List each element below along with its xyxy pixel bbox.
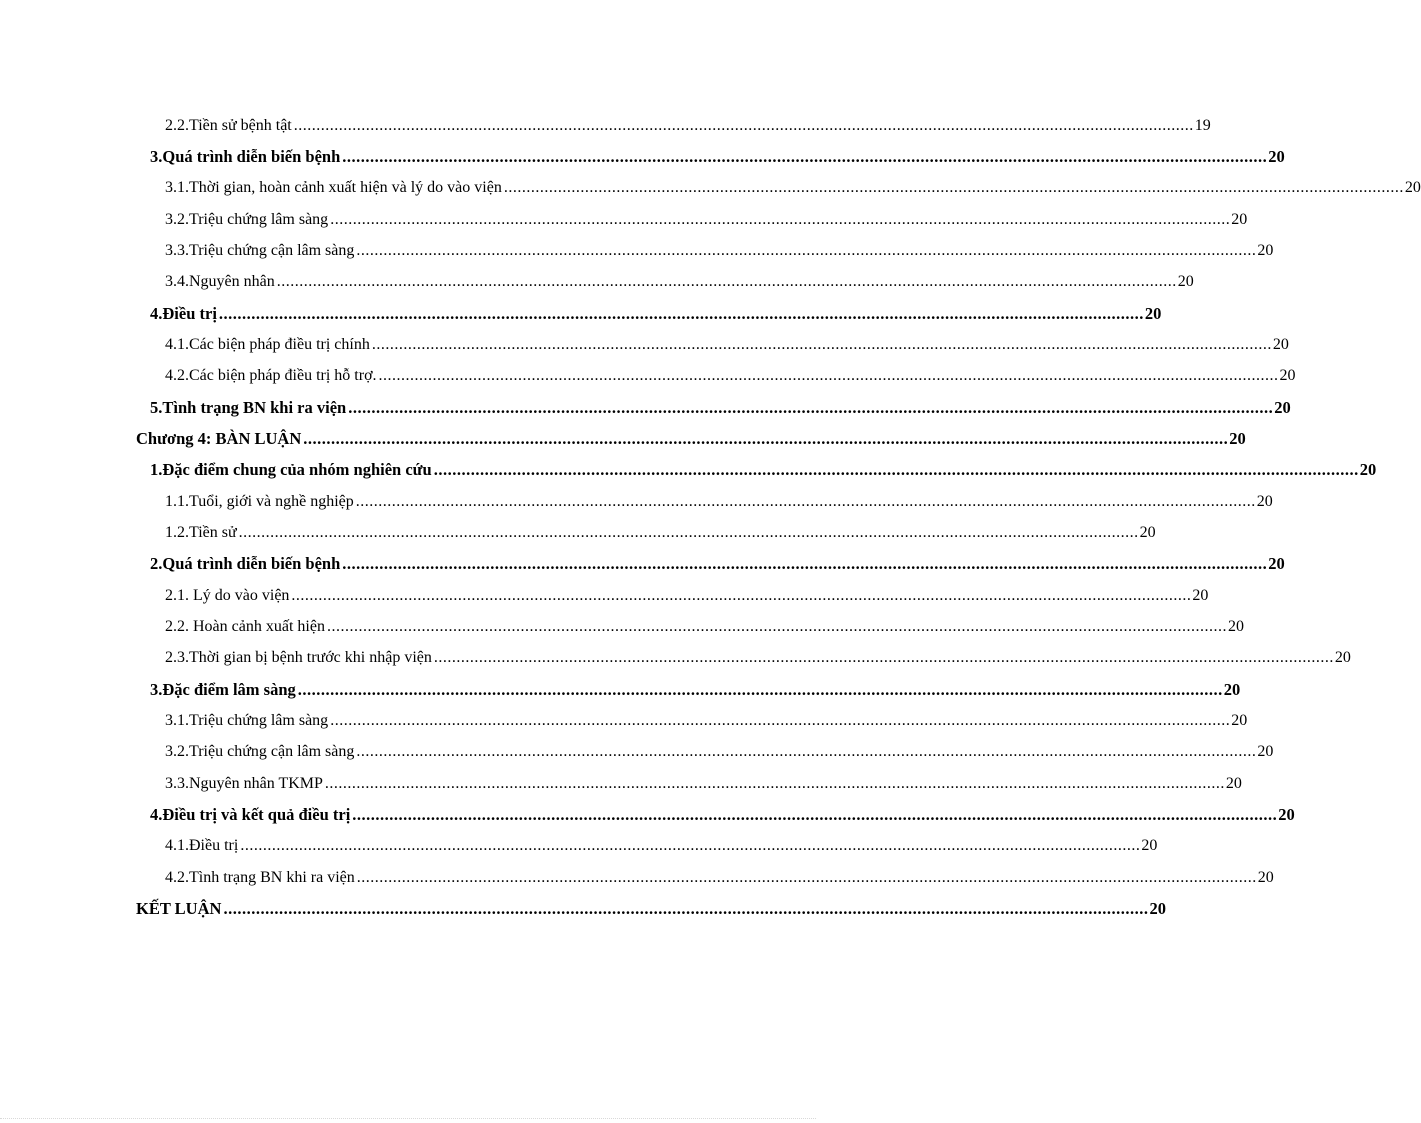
toc-entry-title: Thời gian, hoàn cảnh xuất hiện và lý do vào viện (189, 179, 502, 197)
toc-entry-title: Chương 4: BÀN LUẬN (136, 428, 302, 448)
toc-entry-page-number: 20 (1257, 868, 1274, 886)
toc-entry-number: 4. (150, 804, 163, 824)
toc-entry[interactable] (136, 893, 1166, 924)
toc-entry-page-number: 20 (1192, 586, 1209, 604)
toc-entry-number: 3. (150, 679, 163, 699)
toc-entry-title: Điều trị (162, 303, 217, 323)
toc-dot-leader: ........................................................................................................................................................................................................ (293, 116, 1194, 134)
toc-entry-number: 2.2. (165, 116, 189, 134)
toc-entry-title: Điều trị (189, 837, 239, 855)
toc-dot-leader: ........................................................................................................................................................................................................ (291, 586, 1192, 604)
toc-entry-page-number: 20 (1274, 397, 1291, 417)
toc-entry-title: Điều trị và kết quả điều trị (162, 804, 351, 824)
toc-dot-leader: ........................................................................................................................................................................................................ (223, 898, 1149, 918)
toc-entry-number: 4.2. (165, 868, 189, 886)
toc-entry[interactable] (150, 799, 1295, 830)
toc-dot-leader: ........................................................................................................................................................................................................ (240, 837, 1141, 855)
toc-entry-title: Triệu chứng cận lâm sàng (189, 241, 355, 259)
toc-entry-number: 1. (150, 460, 163, 480)
toc-entry[interactable] (165, 862, 1274, 893)
toc-entry-page-number: 19 (1194, 116, 1211, 134)
page-bottom-divider (0, 1118, 816, 1119)
toc-entry[interactable] (165, 204, 1248, 235)
toc-entry-title: Các biện pháp điều trị hỗ trợ. (189, 367, 377, 385)
toc-entry[interactable] (165, 361, 1296, 392)
toc-entry[interactable] (150, 141, 1285, 172)
toc-entry[interactable] (150, 674, 1241, 705)
toc-entry-number: 4.1. (165, 335, 189, 353)
toc-entry-number: 1.2. (165, 523, 189, 541)
toc-entry-number: 3.1. (165, 179, 189, 197)
toc-dot-leader: ........................................................................................................................................................................................................ (356, 241, 1257, 259)
toc-entry-title: Tuổi, giới và nghề nghiệp (189, 492, 354, 510)
toc-dot-leader: ........................................................................................................................................................................................................ (330, 210, 1231, 228)
toc-entry-page-number: 20 (1268, 554, 1285, 574)
toc-entry-number: 3.4. (165, 273, 189, 291)
toc-dot-leader: ........................................................................................................................................................................................................ (356, 868, 1257, 886)
toc-entry-number: 4. (150, 303, 163, 323)
toc-entry[interactable] (165, 705, 1248, 736)
toc-entry-title: Nguyên nhân TKMP (189, 774, 323, 792)
toc-entry-page-number: 20 (1257, 743, 1274, 761)
toc-entry-page-number: 20 (1231, 711, 1248, 729)
toc-entry-number: 5. (150, 397, 163, 417)
toc-entry-page-number: 20 (1272, 335, 1289, 353)
toc-entry-number: 3.3. (165, 241, 189, 259)
toc-entry[interactable] (165, 173, 1421, 204)
toc-entry-title: Thời gian bị bệnh trước khi nhập viện (189, 649, 432, 667)
toc-dot-leader: ........................................................................................................................................................................................................ (348, 397, 1274, 417)
toc-dot-leader: ........................................................................................................................................................................................................ (352, 804, 1278, 824)
toc-entry-title: Quá trình diễn biến bệnh (162, 146, 341, 166)
toc-entry[interactable] (165, 517, 1156, 548)
toc-dot-leader: ........................................................................................................................................................................................................ (238, 523, 1139, 541)
toc-entry-title: Tình trạng BN khi ra viện (162, 397, 347, 417)
toc-entry-page-number: 20 (1268, 146, 1285, 166)
toc-entry-title: KẾT LUẬN (136, 898, 222, 918)
toc-entry-number: 4.1. (165, 837, 189, 855)
toc-entry-number: 2.3. (165, 649, 189, 667)
toc-dot-leader: ........................................................................................................................................................................................................ (326, 617, 1227, 635)
toc-entry[interactable] (165, 737, 1274, 768)
toc-dot-leader: ........................................................................................................................................................................................................ (433, 649, 1334, 667)
toc-entry-number: 1.1. (165, 492, 189, 510)
toc-dot-leader: ........................................................................................................................................................................................................ (324, 774, 1225, 792)
toc-dot-leader: ........................................................................................................................................................................................................ (330, 711, 1231, 729)
toc-entry[interactable] (165, 643, 1351, 674)
toc-entry[interactable] (165, 486, 1273, 517)
toc-dot-leader: ........................................................................................................................................................................................................ (433, 460, 1359, 480)
toc-entry[interactable] (150, 298, 1162, 329)
toc-dot-leader: ........................................................................................................................................................................................................ (297, 679, 1223, 699)
toc-dot-leader: ........................................................................................................................................................................................................ (503, 179, 1404, 197)
toc-entry-page-number: 20 (1141, 837, 1158, 855)
toc-entry-title: Tiền sử bệnh tật (189, 116, 292, 134)
toc-entry-title: Triệu chứng lâm sàng (189, 711, 329, 729)
toc-entry-page-number: 20 (1278, 804, 1295, 824)
toc-entry-page-number: 20 (1229, 428, 1246, 448)
toc-entry-title: Các biện pháp điều trị chính (189, 335, 370, 353)
toc-entry-page-number: 20 (1144, 303, 1162, 323)
toc-entry-title: Đặc điểm chung của nhóm nghiên cứu (162, 460, 432, 480)
toc-entry-title: 2.2. Hoàn cảnh xuất hiện (165, 617, 325, 635)
toc-entry-number: 3. (150, 146, 163, 166)
toc-dot-leader: ........................................................................................................................................................................................................ (355, 492, 1256, 510)
toc-entry-page-number: 20 (1257, 241, 1274, 259)
toc-dot-leader: ........................................................................................................................................................................................................ (342, 554, 1268, 574)
toc-entry-page-number: 20 (1227, 617, 1244, 635)
toc-entry[interactable] (165, 580, 1209, 611)
toc-entry-page-number: 20 (1334, 649, 1351, 667)
toc-entry-page-number: 20 (1279, 367, 1296, 385)
toc-entry[interactable] (165, 611, 1244, 642)
toc-entry-title: Tình trạng BN khi ra viện (189, 868, 355, 886)
toc-entry-page-number: 20 (1225, 774, 1242, 792)
toc-entry-number: 3.2. (165, 210, 189, 228)
toc-entry-number: 4.2. (165, 367, 189, 385)
toc-entry-title: Tiền sử (189, 523, 237, 541)
toc-dot-leader: ........................................................................................................................................................................................................ (218, 303, 1144, 323)
toc-entry[interactable] (136, 423, 1246, 454)
toc-entry[interactable] (165, 235, 1274, 266)
toc-entry-number: 3.1. (165, 711, 189, 729)
toc-entry-number: 3.2. (165, 743, 189, 761)
toc-entry[interactable] (150, 455, 1377, 486)
toc-entry-page-number: 20 (1404, 179, 1421, 197)
toc-dot-leader: ........................................................................................................................................................................................................ (303, 428, 1229, 448)
toc-entry-title: Đặc điểm lâm sàng (162, 679, 296, 699)
toc-entry[interactable] (165, 110, 1211, 141)
toc-entry[interactable] (165, 831, 1158, 862)
toc-entry-title: 2.1. Lý do vào viện (165, 586, 290, 604)
toc-dot-leader: ........................................................................................................................................................................................................ (276, 273, 1177, 291)
toc-entry-title: 2.Quá trình diễn biến bệnh (150, 554, 341, 574)
toc-entry[interactable] (150, 549, 1285, 580)
toc-entry-page-number: 20 (1231, 210, 1248, 228)
toc-entry-page-number: 20 (1256, 492, 1273, 510)
table-of-contents (0, 110, 1421, 925)
toc-entry[interactable] (165, 329, 1289, 360)
toc-entry-number: 3.3. (165, 774, 189, 792)
toc-entry-page-number: 20 (1149, 898, 1166, 918)
toc-entry[interactable] (150, 392, 1291, 423)
toc-entry-page-number: 20 (1177, 273, 1194, 291)
toc-entry[interactable] (165, 768, 1242, 799)
toc-entry-title: Triệu chứng lâm sàng (189, 210, 329, 228)
toc-dot-leader: ........................................................................................................................................................................................................ (342, 146, 1268, 166)
toc-entry[interactable] (165, 267, 1194, 298)
toc-entry-title: Nguyên nhân (189, 273, 275, 291)
toc-dot-leader: ........................................................................................................................................................................................................ (356, 743, 1257, 761)
toc-entry-page-number: 20 (1139, 523, 1156, 541)
toc-entry-page-number: 20 (1223, 679, 1241, 699)
toc-dot-leader: ........................................................................................................................................................................................................ (378, 367, 1279, 385)
toc-entry-page-number: 20 (1359, 460, 1377, 480)
toc-dot-leader: ........................................................................................................................................................................................................ (371, 335, 1272, 353)
toc-entry-title: Triệu chứng cận lâm sàng (189, 743, 355, 761)
